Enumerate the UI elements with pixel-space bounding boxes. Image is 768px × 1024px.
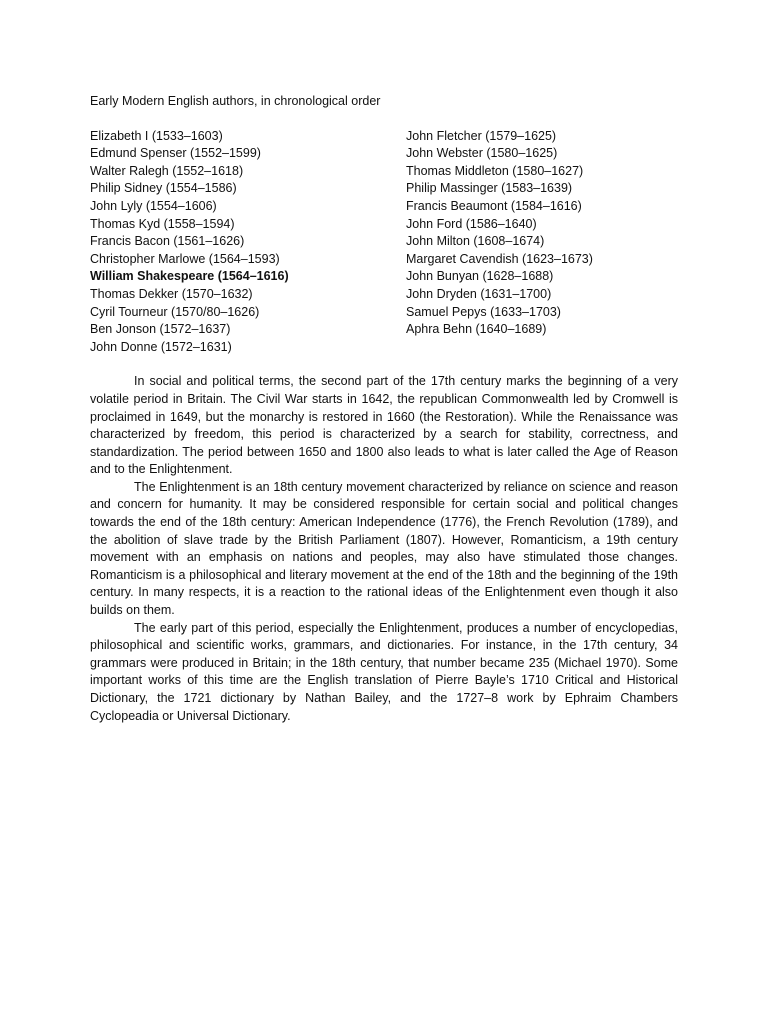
author-entry: Thomas Dekker (1570–1632) <box>90 286 253 301</box>
author-entry: John Ford (1586–1640) <box>406 216 537 231</box>
author-entry: Thomas Middleton (1580–1627) <box>406 163 584 178</box>
paragraph-restoration: In social and political terms, the second part of the 17th century marks the beginning of a very volatile period in Britain. The Civil War starts in 1642, the republican Commonwealth led by Cromwell is proclaimed in 1649, but the monarchy is restored in 1660 (the Restoration). While the Renaissance was characterized by freedom, this period is characterized by a search for stability, correctness, and standardization. The period between 1650 and 1800 also leads to what is later called the Age of Reason and to the Enlightenment. <box>90 374 678 477</box>
author-entry: John Lyly (1554–1606) <box>90 198 217 213</box>
author-entry: Margaret Cavendish (1623–1673) <box>406 251 593 266</box>
author-entry: John Bunyan (1628–1688) <box>406 269 554 284</box>
paragraph-enlightenment: The Enlightenment is an 18th century movement characterized by reliance on science and reason and concern for humanity. It may be considered responsible for certain social and political changes towards the end of the 18th century: American Independence (1776), the French Revolution (1789), and the abolition of slave trade by the British Parliament (1807). However, Romanticism, a 19th century movement with an emphasis on nations and peoples, may also have stimulated those changes. Romanticism is a philosophical and literary movement at the end of the 18th and the beginning of the 19th century. In many respects, it is a reaction to the rational ideas of the Enlightenment even though it also builds on them. <box>90 479 678 618</box>
author-entry: Philip Massinger (1583–1639) <box>406 181 573 196</box>
author-column-right <box>406 128 678 357</box>
author-entry: Ben Jonson (1572–1637) <box>90 322 231 337</box>
document-page <box>90 93 678 725</box>
author-entry: Francis Bacon (1561–1626) <box>90 234 245 249</box>
author-entry: John Donne (1572–1631) <box>90 339 232 354</box>
document-heading: Early Modern English authors, in chronological order <box>90 94 381 108</box>
author-entry: Francis Beaumont (1584–1616) <box>406 198 582 213</box>
paragraph-dictionaries: The early part of this period, especially the Enlightenment, produces a number of encyclopedias, philosophical and scientific works, grammars, and dictionaries. For instance, in the 17th century, 34 grammars were produced in Britain; in the 18th century, that number became 235 (Michael 1970). Some important works of this time are the English translation of Pierre Bayle’s 1710 Critical and Historical Dictionary, the 1721 dictionary by Nathan Bailey, and the 1727–8 work by Ephraim Chambers Cyclopeadia or Universal Dictionary. <box>90 620 678 723</box>
author-entry: Cyril Tourneur (1570/80–1626) <box>90 304 260 319</box>
author-entry: John Dryden (1631–1700) <box>406 286 552 301</box>
author-entry: John Webster (1580–1625) <box>406 146 558 161</box>
author-entry: Christopher Marlowe (1564–1593) <box>90 251 280 266</box>
author-entry: John Milton (1608–1674) <box>406 234 545 249</box>
body-text <box>90 373 678 725</box>
author-entry: Elizabeth I (1533–1603) <box>90 128 223 143</box>
author-entry-highlighted: William Shakespeare (1564–1616) <box>90 269 289 284</box>
author-column-left <box>90 128 406 357</box>
author-entry: Walter Ralegh (1552–1618) <box>90 163 244 178</box>
author-entry: Edmund Spenser (1552–1599) <box>90 146 261 161</box>
author-entry: Philip Sidney (1554–1586) <box>90 181 237 196</box>
author-list <box>90 128 678 357</box>
author-entry: John Fletcher (1579–1625) <box>406 128 557 143</box>
author-entry: Thomas Kyd (1558–1594) <box>90 216 235 231</box>
author-entry: Samuel Pepys (1633–1703) <box>406 304 561 319</box>
author-entry: Aphra Behn (1640–1689) <box>406 322 547 337</box>
